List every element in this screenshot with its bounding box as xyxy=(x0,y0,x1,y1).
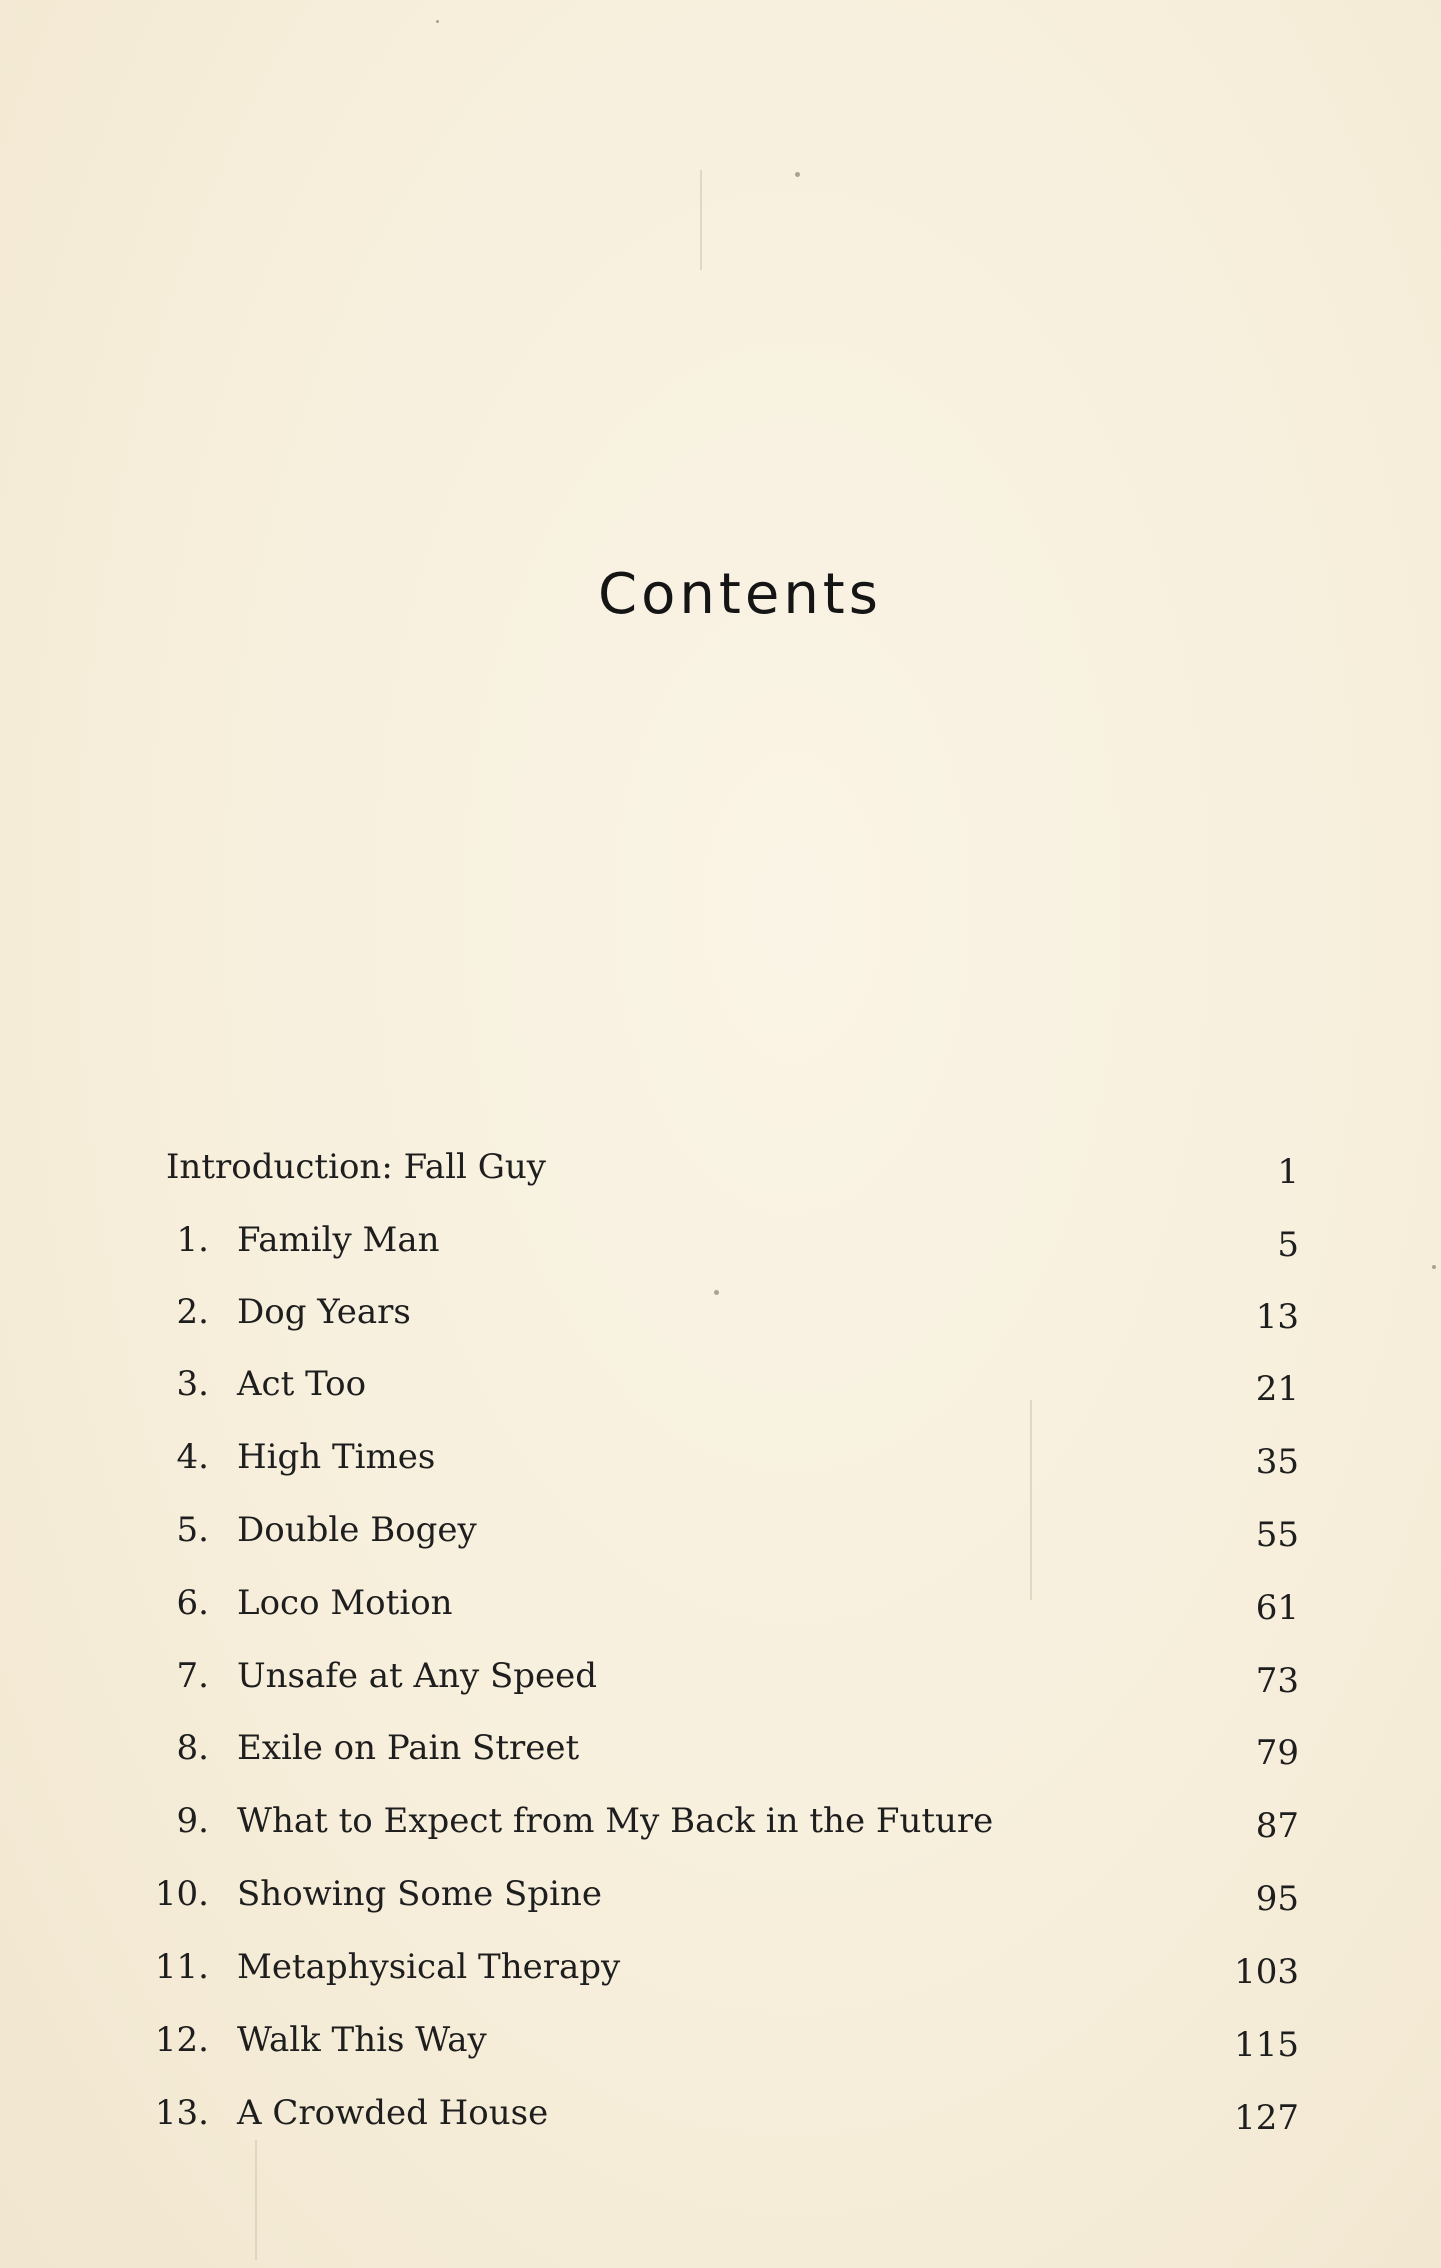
toc-entry-page: 5 xyxy=(1277,1225,1299,1265)
toc-entry xyxy=(0,1510,1441,1570)
toc-entry-page: 1 xyxy=(1277,1152,1299,1192)
toc-entry-page: 87 xyxy=(1255,1806,1299,1846)
toc-entry xyxy=(0,1437,1441,1497)
toc-entry-page: 115 xyxy=(1234,2025,1299,2065)
toc-entry-page: 55 xyxy=(1255,1515,1299,1555)
toc-entry xyxy=(0,1292,1441,1352)
toc-entry-page: 103 xyxy=(1234,1952,1299,1992)
toc-entry-title: Family Man xyxy=(237,1220,440,1260)
toc-entry-title: Act Too xyxy=(237,1364,367,1404)
toc-entry-page: 35 xyxy=(1255,1442,1299,1482)
toc-entry-title: Double Bogey xyxy=(237,1510,477,1550)
toc-entry-number: 11. xyxy=(154,1947,209,1987)
paper-crease xyxy=(700,170,702,270)
toc-entry-title: Showing Some Spine xyxy=(237,1874,602,1914)
toc-entry-title: Walk This Way xyxy=(237,2020,487,2060)
toc-entry-title: What to Expect from My Back in the Future xyxy=(237,1801,994,1841)
toc-entry xyxy=(0,1947,1441,2007)
toc-entry-title: Introduction: Fall Guy xyxy=(166,1147,546,1187)
toc-entry-title: Unsafe at Any Speed xyxy=(237,1656,598,1696)
toc-entry-page: 95 xyxy=(1255,1879,1299,1919)
toc-entry-number: 13. xyxy=(154,2093,209,2133)
toc-entry-number: 3. xyxy=(176,1364,209,1404)
toc-entry-title: High Times xyxy=(237,1437,436,1477)
toc-entry-number: 12. xyxy=(154,2020,209,2060)
toc-entry xyxy=(0,2020,1441,2080)
toc-entry-page: 21 xyxy=(1255,1369,1299,1409)
toc-entry xyxy=(0,1583,1441,1643)
toc-entry-page: 61 xyxy=(1255,1588,1299,1628)
toc-entry-title: Dog Years xyxy=(237,1292,411,1332)
toc-entry-title: Loco Motion xyxy=(237,1583,453,1623)
toc-entry-page: 127 xyxy=(1234,2098,1299,2138)
page-title: Contents xyxy=(598,562,882,627)
toc-entry xyxy=(0,1728,1441,1788)
toc-entry-number: 6. xyxy=(176,1583,209,1623)
paper-crease xyxy=(1030,1400,1032,1600)
toc-entry-title: Exile on Pain Street xyxy=(237,1728,580,1768)
toc-entry-number: 4. xyxy=(176,1437,209,1477)
toc-entry xyxy=(0,1874,1441,1934)
toc-entry-number: 5. xyxy=(176,1510,209,1550)
toc-entry xyxy=(0,1656,1441,1716)
toc-entry-number: 7. xyxy=(176,1656,209,1696)
toc-entry-title: A Crowded House xyxy=(237,2093,549,2133)
toc-entry xyxy=(0,1220,1441,1280)
paper-speck xyxy=(436,20,439,23)
toc-entry-page: 79 xyxy=(1255,1733,1299,1773)
toc-entry-page: 73 xyxy=(1255,1661,1299,1701)
toc-entry-number: 9. xyxy=(176,1801,209,1841)
toc-entry-number: 2. xyxy=(176,1292,209,1332)
toc-entry-number: 1. xyxy=(176,1220,209,1260)
paper-crease xyxy=(255,2140,257,2260)
toc-entry-number: 10. xyxy=(154,1874,209,1914)
toc-entry xyxy=(0,1801,1441,1861)
toc-entry-introduction xyxy=(0,1147,1441,1207)
toc-entry xyxy=(0,2093,1441,2153)
toc-entry-page: 13 xyxy=(1255,1297,1299,1337)
toc-entry xyxy=(0,1364,1441,1424)
paper-speck xyxy=(795,172,800,177)
toc-entry-number: 8. xyxy=(176,1728,209,1768)
toc-entry-title: Metaphysical Therapy xyxy=(237,1947,621,1987)
